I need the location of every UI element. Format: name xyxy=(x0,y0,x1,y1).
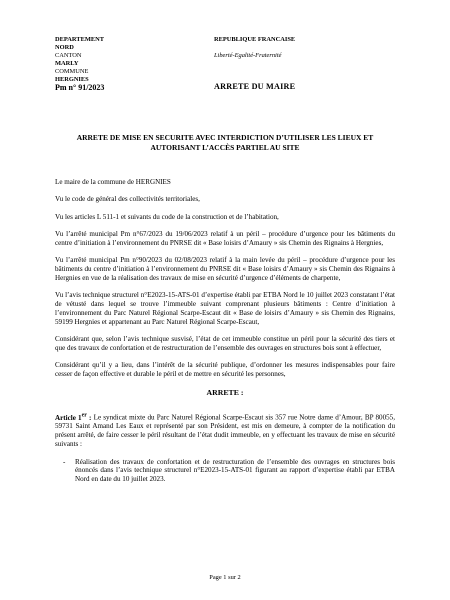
document-subject: ARRETE DE MISE EN SECURITE AVEC INTERDICTION D’UTILISER LES LIEUX ET AUTORISANT L’ACCÈS PARTIEL AU SITE xyxy=(76,133,374,152)
commune-label: COMMUNE xyxy=(55,67,89,75)
canton-value: MARLY xyxy=(55,59,79,67)
arrete-heading: ARRETE DU MAIRE xyxy=(214,82,296,91)
reference-technical-opinion: Vu l’avis technique structurel n°E2023-15-ATS-01 d’expertise établi par ETBA Nord le 10 juillet 2023 constatant l’état de vétusté dans lequel se trouve l’immeuble suivant comprenant plusieurs bâtiments : Centre d’initiation à l’environnement du Parc Naturel Régional Scarpe-Escaut dit « Base de loisirs d’Amaury » sis Chemin des Rignains, 59199 Hergnies et appartenant au Parc Naturel Régional Scarpe-Escaut, xyxy=(55,291,395,326)
legal-reference-cgct: Vu le code de général des collectivités territoriales, xyxy=(55,195,200,204)
list-item: - Réalisation des travaux de confortation et de restructuration de l’ensemble des ouvrages en structures bois énoncés dans l’avis technique structurel n°E2023-15-ATS-01 figurant au rapport d’expertise établi par ETBA Nord en date du 10 juillet 2023. xyxy=(75,458,395,485)
department-value: NORD xyxy=(55,43,74,51)
header-administrative-block xyxy=(55,36,104,93)
considering-peril: Considérant que, selon l’avis technique susvisé, l’état de cet immeuble constitue un péril pour la sécurité des tiers et que des travaux de confortation et de restructuration de l’ensemble des ouvrages en structures bois sont à effectuer, xyxy=(55,335,395,353)
document-body xyxy=(55,178,395,484)
republic-motto: Liberté-Egalité-Fraternité xyxy=(214,51,282,59)
header-republic-block xyxy=(214,36,295,60)
article-1 xyxy=(55,411,395,449)
considering-public-safety: Considérant qu’il y a lieu, dans l’intérêt de la sécurité publique, d’ordonner les mesures indispensables pour faire cesser de façon effective et durable le péril et de mettre en sécurité les personnes, xyxy=(55,361,395,379)
works-list xyxy=(55,458,395,485)
arrete-decree-heading: ARRETE : xyxy=(206,388,244,398)
article-1-sup: er xyxy=(81,412,87,419)
reference-arrete-67: Vu l’arrêté municipal Pm n°67/2023 du 19/06/2023 relatif à un péril – procédure d’urgence pour les bâtiments du centre d’initiation à l’environnement du PNRSE dit « Base loisirs d’Amaury » sis Chemin des Rignains à Hergnies, xyxy=(55,229,395,247)
department-label: DEPARTEMENT xyxy=(55,36,105,43)
mayor-intro: Le maire de la commune de HERGNIES xyxy=(55,178,171,186)
article-1-label xyxy=(55,414,91,422)
commune-value: HERGNIES xyxy=(55,75,89,83)
article-1-label-text: Article 1 xyxy=(55,413,82,422)
reference-arrete-90: Vu l’arrêté municipal Pm n°90/2023 du 02/08/2023 relatif à la main levée du péril – procédure d’urgence pour les bâtiments du centre d’initiation à l’environnement du PNRSE dit « Base loisirs d’Amaury » sis Chemin des Rignains à Hergnies en vue de la réalisation des travaux de mise en sécurité d’urgence d’éléments de charpente, xyxy=(55,256,395,282)
article-1-sep: : xyxy=(86,413,92,422)
legal-reference-cch: Vu les articles L 511-1 et suivants du code de la construction et de l’habitation, xyxy=(55,212,279,221)
canton-label: CANTON xyxy=(55,51,82,59)
article-1-text: Le syndicat mixte du Parc Naturel Régional Scarpe-Escaut sis 357 rue Notre dame d’Amour, BP 80055, 59731 Saint Amand Les Eaux et représenté par son Président, est mis en demeure, à compter de la notification du présent arrêté, de faire cesser le péril résultant de l’état dudit immeuble, en y effectuant les travaux de mise en sécurité suivants : xyxy=(55,413,395,449)
republic-label: REPUBLIQUE FRANCAISE xyxy=(214,36,296,43)
page-footer: Page 1 sur 2 xyxy=(209,574,241,581)
arrete-number: Pm n° 91/2023 xyxy=(55,83,105,93)
